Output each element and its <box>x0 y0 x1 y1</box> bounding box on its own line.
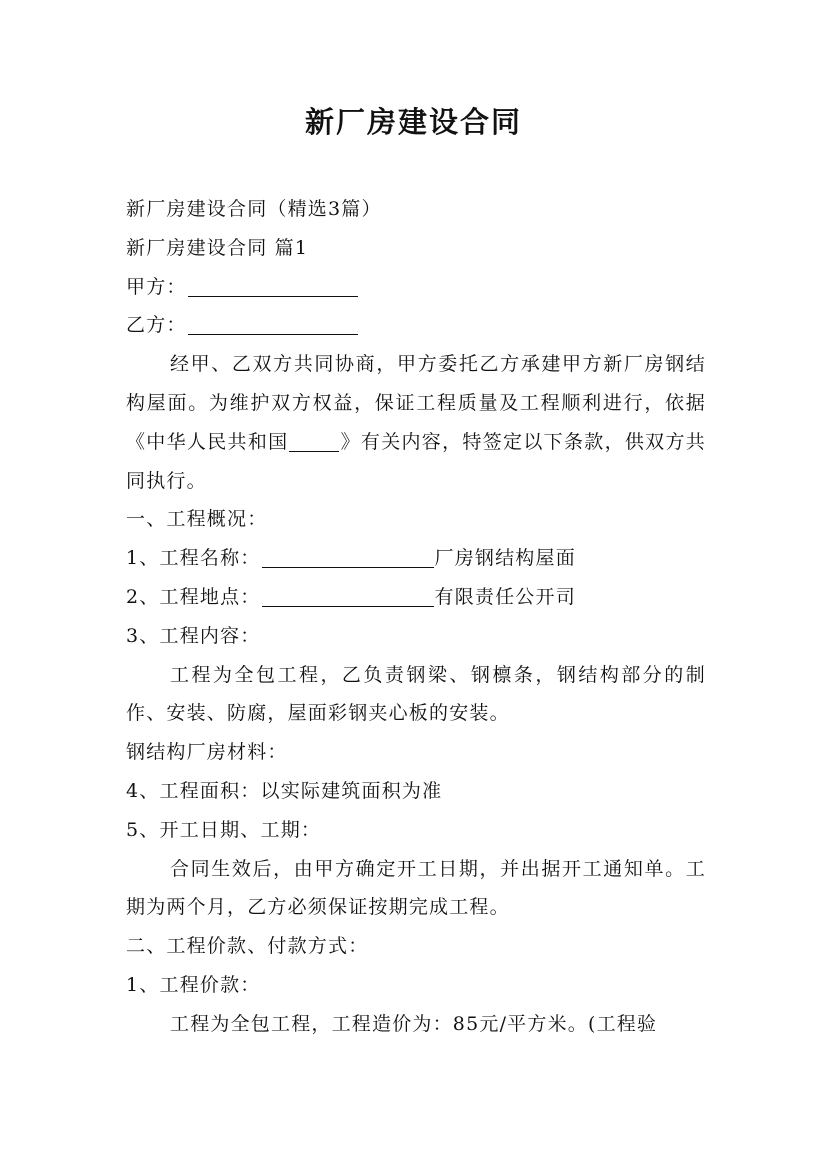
party-a-blank <box>188 274 358 297</box>
project-content-text: 工程为全包工程，乙负责钢梁、钢檩条，钢结构部分的制作、安装、防腐，屋面彩钢夹心板的安装。 <box>126 663 706 725</box>
party-b-line <box>126 306 706 345</box>
document-body <box>126 190 706 1044</box>
law-name-blank <box>289 429 339 452</box>
party-a-label: 甲方： <box>126 275 187 298</box>
materials-line <box>126 733 706 772</box>
schedule-heading <box>126 811 706 850</box>
subtitle <box>126 190 706 229</box>
intro-part1: 经甲、乙双方共同协商，甲方委托乙方承建甲方新厂房钢结构屋面。为维护双方权益，保证工程质量及工程顺利进行，依据《中华人民共和国 <box>126 353 706 453</box>
materials-label: 钢结构厂房材料： <box>126 741 288 764</box>
party-b-label: 乙方： <box>126 314 187 337</box>
overview-heading-text: 一、工程概况： <box>126 508 268 531</box>
project-site-suffix: 有限责任公开司 <box>434 585 576 608</box>
document-title: 新厂房建设合同 <box>304 105 522 139</box>
price-paragraph <box>126 1005 706 1044</box>
party-b-blank <box>188 312 358 335</box>
project-site-blank <box>262 584 434 607</box>
section-heading-text: 新厂房建设合同 篇1 <box>126 236 309 259</box>
intro-part2: 》有关内容，特签定以下条款，供双方共同执行。 <box>126 430 706 492</box>
subtitle-text: 新厂房建设合同（精选3篇） <box>126 198 382 220</box>
intro-paragraph <box>126 345 706 500</box>
project-name-suffix: 厂房钢结构屋面 <box>434 547 576 570</box>
project-name-label: 1、工程名称： <box>126 547 261 570</box>
project-content-label: 3、工程内容： <box>126 624 261 647</box>
project-site-line <box>126 578 706 617</box>
schedule-heading-text: 5、开工日期、工期： <box>126 818 322 841</box>
project-name-blank <box>262 545 434 568</box>
price-text: 工程为全包工程，工程造价为：85元/平方米。(工程验 <box>170 1012 658 1035</box>
project-site-label: 2、工程地点： <box>126 585 261 608</box>
party-a-line <box>126 268 706 307</box>
project-content-paragraph <box>126 656 706 734</box>
section-heading <box>126 229 706 268</box>
price-heading-text: 二、工程价款、付款方式： <box>126 935 369 958</box>
overview-heading <box>126 500 706 539</box>
price-sub-heading-text: 1、工程价款： <box>126 973 261 996</box>
price-heading <box>126 927 706 966</box>
area-line <box>126 772 706 811</box>
project-name-line <box>126 539 706 578</box>
area-text: 4、工程面积：以实际建筑面积为准 <box>126 779 443 802</box>
schedule-paragraph <box>126 850 706 928</box>
price-sub-heading <box>126 966 706 1005</box>
project-content-heading <box>126 617 706 656</box>
schedule-text: 合同生效后，由甲方确定开工日期，并出据开工通知单。工期为两个月，乙方必须保证按期完成工程。 <box>126 857 706 919</box>
